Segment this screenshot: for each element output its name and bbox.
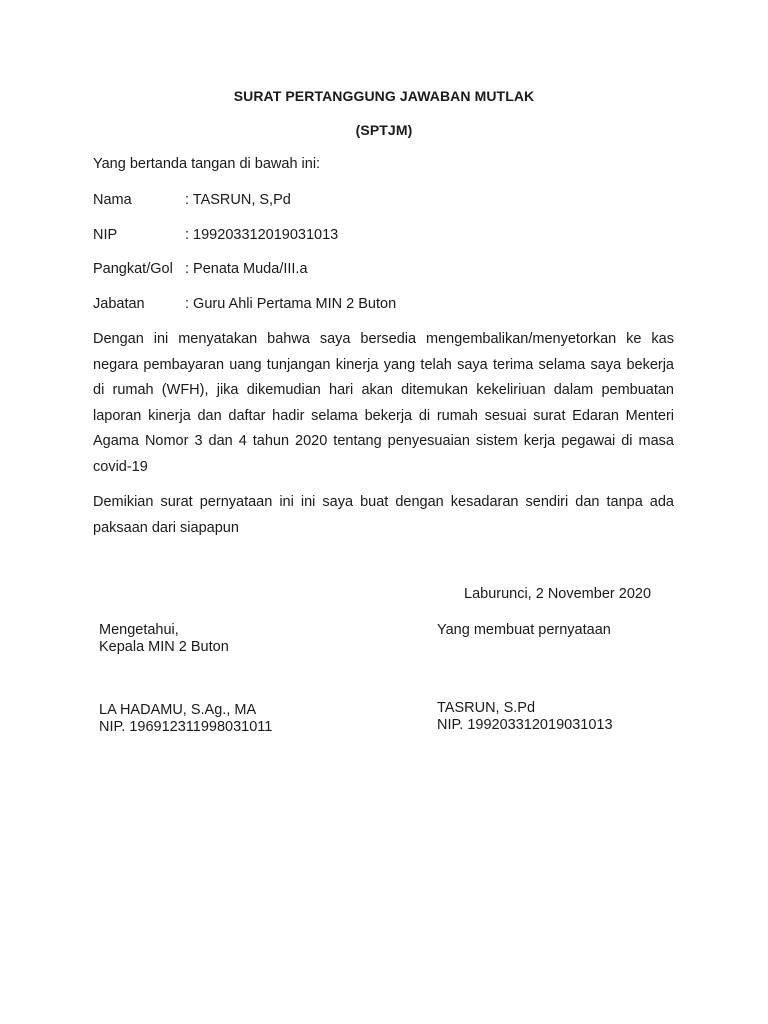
field-nip xyxy=(93,227,683,247)
position-label: Kepala MIN 2 Buton xyxy=(99,639,229,655)
field-value: : Guru Ahli Pertama MIN 2 Buton xyxy=(185,296,397,312)
signature-left-name xyxy=(99,702,272,736)
signature-right-header xyxy=(437,622,611,639)
signer-nip: NIP. 199203312019031013 xyxy=(437,717,613,733)
statement-paragraph: Dengan ini menyatakan bahwa saya bersedia mengembalikan/menyetorkan ke kas negara pembayaran uang tunjangan kinerja yang telah saya terima selama saya bekerja di rumah (WFH), jika dikemudian hari akan ditemukan kekeliriuan dalam pembuatan laporan kinerja dan daftar hadir selama bekerja di rumah sesuai surat Edaran Menteri Agama Nomor 3 dan 4 tahun 2020 tentang penyesuaian sistem kerja pegawai di masa covid-19 xyxy=(93,331,674,475)
intro-text: Yang bertanda tangan di bawah ini: xyxy=(93,156,321,172)
closing-paragraph: Demikian surat pernyataan ini ini saya buat dengan kesadaran sendiri dan tanpa ada paksaan dari siapapun xyxy=(93,494,674,536)
document-title: SURAT PERTANGGUNG JAWABAN MUTLAK xyxy=(233,88,535,104)
field-label: Pangkat/Gol xyxy=(93,261,173,277)
field-label: NIP xyxy=(93,227,118,243)
field-jabatan xyxy=(93,296,683,316)
field-label: Jabatan xyxy=(93,296,145,312)
field-value: : Penata Muda/III.a xyxy=(185,261,308,277)
signer-nip: NIP. 196912311998031011 xyxy=(99,719,273,735)
acknowledged-label: Mengetahui, xyxy=(99,622,179,638)
document-subtitle: (SPTJM) xyxy=(355,122,413,138)
signature-right-name xyxy=(437,700,613,734)
field-label: Nama xyxy=(93,192,132,208)
field-nama xyxy=(93,192,683,212)
field-value: : TASRUN, S,Pd xyxy=(185,192,291,208)
place-date: Laburunci, 2 November 2020 xyxy=(464,586,652,602)
signer-name: LA HADAMU, S.Ag., MA xyxy=(99,702,257,718)
field-pangkat xyxy=(93,261,683,281)
signer-name: TASRUN, S.Pd xyxy=(437,700,536,716)
signature-left-header xyxy=(99,622,229,656)
declarant-label: Yang membuat pernyataan xyxy=(437,622,611,638)
field-value: : 199203312019031013 xyxy=(185,227,339,243)
